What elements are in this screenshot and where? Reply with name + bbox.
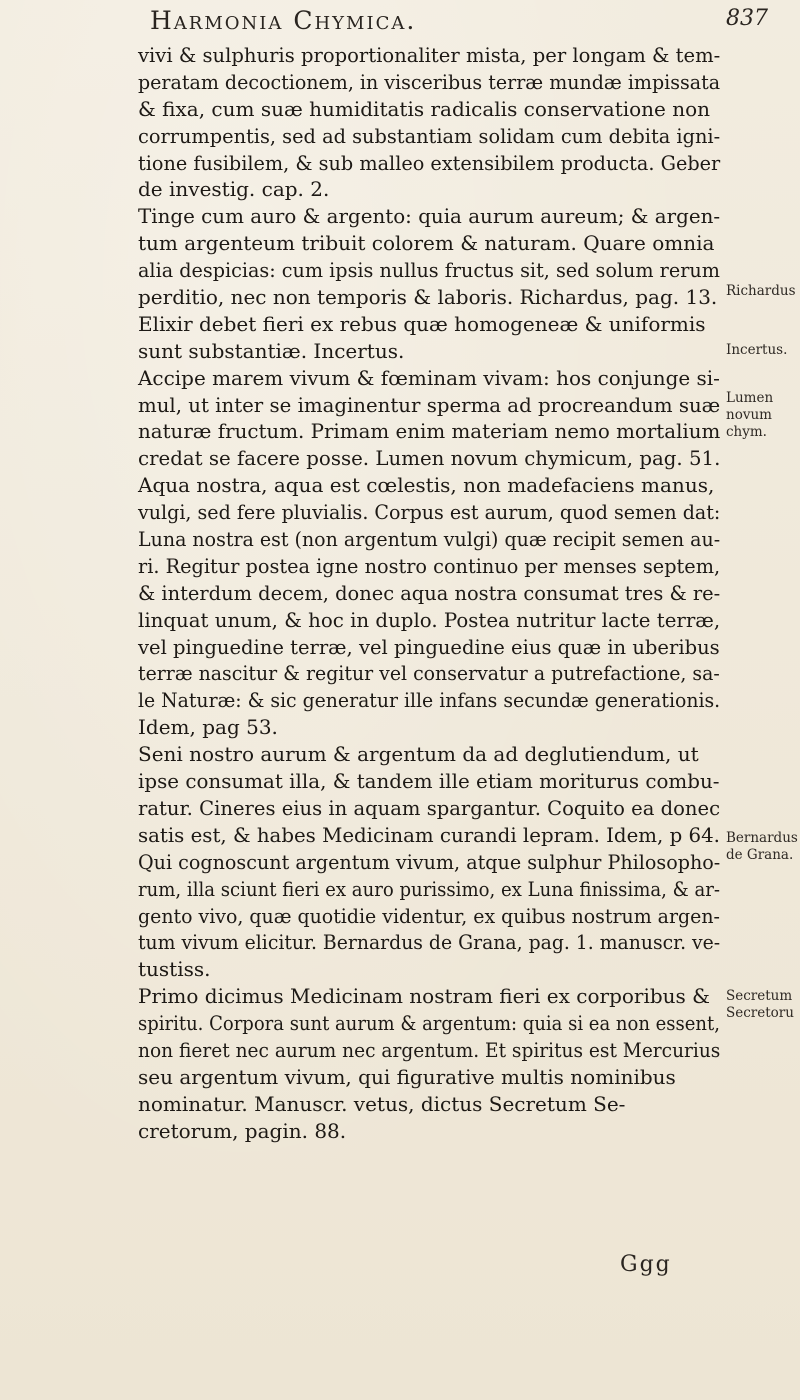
text-line: Tinge cum auro & argento: quia aurum aureum; & argen- [138,204,721,229]
text-line: linquat unum, & hoc in duplo. Postea nutritur lacte terræ, [138,607,721,632]
signature-mark: Ggg [620,1252,672,1277]
margin-note: Lumen novum chym. [726,390,774,440]
text-line: ratur. Cineres eius in aquam spargantur. Coquito ea donec [138,795,721,820]
text-line: Elixir debet fieri ex rebus quæ homogeneæ & uniformis [138,311,706,336]
text-line: Aqua nostra, aqua est cœlestis, non madefaciens manus, [138,473,715,498]
text-line: cretorum, pagin. 88. [138,1118,347,1143]
text-line: Idem, pag 53. [138,715,278,740]
text-line: gento vivo, quæ quotidie videntur, ex quibus nostrum argen- [138,903,720,928]
text-line: tione fusibilem, & sub malleo extensibilem producta. Geber [138,150,721,175]
text-line: Qui cognoscunt argentum vivum, atque sulphur Philosopho- [138,849,721,874]
text-line: le Naturæ: & sic generatur ille infans secundæ generationis. [138,688,721,713]
text-line: de investig. cap. 2. [138,177,330,202]
text-line: Luna nostra est (non argentum vulgi) quæ recipit semen au- [138,527,721,552]
text-line: credat se facere posse. Lumen novum chymicum, pag. 51. [138,446,721,471]
text-line: naturæ fructum. Primam enim materiam nemo mortalium [138,419,721,444]
text-line: alia despicias: cum ipsis nullus fructus sit, sed solum rerum [138,258,720,283]
text-line: rum, illa sciunt fieri ex auro purissimo, ex Luna finissima, & ar- [138,876,720,901]
text-line: Primo dicimus Medicinam nostram fieri ex corporibus & [138,984,710,1009]
text-line: corrumpentis, sed ad substantiam solidam cum debita igni- [138,123,721,148]
margin-note: Secretum Secretoru [726,988,794,1021]
text-line: sunt substantiæ. Incertus. [138,338,405,363]
margin-note: Incertus. [726,342,788,358]
text-line: tustiss. [138,957,211,982]
margin-note: Bernardus de Grana. [726,830,798,863]
running-title: Harmonia Chymica. [150,6,417,35]
text-line: vel pinguedine terræ, vel pinguedine eius quæ in uberibus [138,634,720,659]
text-line: satis est, & habes Medicinam curandi lepram. Idem, p 64. [138,822,720,847]
text-line: perditio, nec non temporis & laboris. Richardus, pag. 13. [138,285,718,310]
text-line: spiritu. Corpora sunt aurum & argentum: quia si ea non essent, [138,1011,720,1036]
text-line: & interdum decem, donec aqua nostra consumat tres & re- [138,580,721,605]
text-line: & fixa, cum suæ humiditatis radicalis conservatione non [138,96,711,121]
margin-note: Richardus [726,283,796,299]
text-line: mul, ut inter se imaginentur sperma ad procreandum suæ [138,392,721,417]
text-line: Seni nostro aurum & argentum da ad deglutiendum, ut [138,742,699,767]
text-line: terræ nascitur & regitur vel conservatur a putrefactione, sa- [138,661,720,686]
text-line: tum vivum elicitur. Bernardus de Grana, pag. 1. manuscr. ve- [138,930,721,955]
page-number: 837 [726,6,768,31]
text-line: peratam decoctionem, in visceribus terræ mundæ impissata [138,69,721,94]
text-line: tum argenteum tribuit colorem & naturam. Quare omnia [138,231,715,256]
main-text [138,42,720,1145]
text-line: ri. Regitur postea igne nostro continuo per menses septem, [138,553,721,578]
text-line: Accipe marem vivum & fœminam vivam: hos conjunge si- [138,365,720,390]
text-line: seu argentum vivum, qui figurative multis nominibus [138,1064,676,1089]
text-line: nominatur. Manuscr. vetus, dictus Secretum Se- [138,1091,626,1116]
text-line: vulgi, sed fere pluvialis. Corpus est aurum, quod semen dat: [138,500,721,525]
text-line: vivi & sulphuris proportionaliter mista, per longam & tem- [138,43,721,67]
text-line: non fieret nec aurum nec argentum. Et spiritus est Mercurius [138,1037,721,1062]
text-line: ipse consumat illa, & tandem ille etiam moriturus combu- [138,769,720,794]
